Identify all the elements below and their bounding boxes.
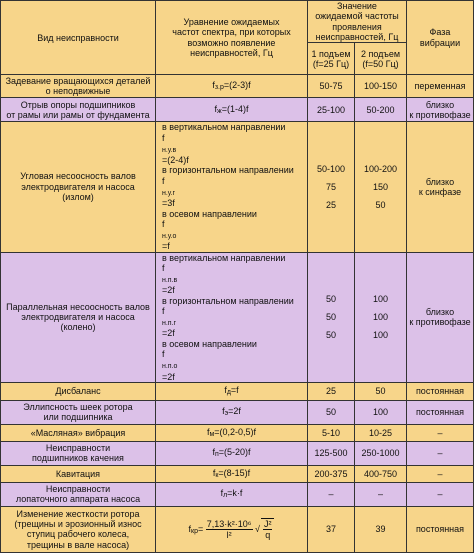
value-lift-1: 5-10 [308,424,355,441]
equation-cell: $f_{з.р}=(2-3)f$ [156,75,308,98]
defect-cell: Неисправности лопаточного аппарата насоса [1,482,156,506]
phase-cell: – [407,465,474,482]
defect-cell: Параллельная несоосность валов электродвигателя и насоса (колено) [1,252,156,382]
value-lift-2: 50 [355,382,407,400]
header-lift-2: 2 подъем (f=50 Гц) [355,43,407,75]
phase-cell: близко к синфазе [407,122,474,252]
table-row [1,75,474,98]
equation-cell: $f_л=k\cdot f$ [156,482,308,506]
defect-cell: Задевание вращающихся деталей о неподвижные [1,75,156,98]
value-lift-2: – [355,482,407,506]
value-lift-1: 25-100 [308,98,355,122]
table-row [1,400,474,424]
table-row [1,482,474,506]
equation-cell: в вертикальном направлении f $_{н.у.в}$ =(2-4)f в горизонтальном направлении f $_{н.у.г}$ =3f в осевом направлении f $_{н.у.о}$ =f [156,122,308,252]
equation-cell: $f_к=(8-15)f$ [156,465,308,482]
table-row [1,252,474,382]
stiffness-formula: $f_{кр}=$ $\frac{\text{7,13·k²·10⁶}}{\text{l²}}$ √ $\frac{\text{J²}}{q}$ [189,524,275,534]
header-expected-frequency: Значение ожидаемой частоты проявления неисправностей, Гц [308,1,407,43]
value-lift-1: 25 [308,382,355,400]
phase-cell: постоянная [407,382,474,400]
table-row [1,424,474,441]
value-lift-1: – [308,482,355,506]
phase-cell: постоянная [407,400,474,424]
value-lift-2: 100 100 100 [355,252,407,382]
value-lift-2: 39 [355,506,407,552]
phase-cell: переменная [407,75,474,98]
value-lift-1: 50-75 [308,75,355,98]
defect-cell: Дисбаланс [1,382,156,400]
defect-cell: Угловая несоосность валов электродвигателя и насоса (излом) [1,122,156,252]
equation-cell: $f_д=f$ [156,382,308,400]
value-lift-1: 125-500 [308,441,355,465]
value-lift-2: 250-1000 [355,441,407,465]
table-row [1,382,474,400]
value-lift-1: 50-100 75 25 [308,122,355,252]
sqrt-symbol: √ [255,524,260,535]
equation-cell [156,506,308,552]
defect-cell: Отрыв опоры подшипников от рамы или рамы от фундамента [1,98,156,122]
phase-cell: постоянная [407,506,474,552]
table-row [1,465,474,482]
value-lift-2: 100 [355,400,407,424]
defect-cell: «Масляная» вибрация [1,424,156,441]
phase-cell: – [407,424,474,441]
value-lift-2: 400-750 [355,465,407,482]
phase-cell: – [407,482,474,506]
defect-cell: Неисправности подшипников качения [1,441,156,465]
equation-cell: $f_п=(5-20)f$ [156,441,308,465]
equation-cell: $f_ж=(1-4)f$ [156,98,308,122]
formula-root: $\frac{\text{J²}}{q}$ [261,518,275,541]
header-lift-1: 1 подъем (f=25 Гц) [308,43,355,75]
equation-cell: $f_э=2f$ [156,400,308,424]
phase-cell: близко к противофазе [407,98,474,122]
formula-fraction: $\frac{\text{7,13·k²·10⁶}}{\text{l²}}$ [206,519,252,541]
value-lift-2: 100-150 [355,75,407,98]
phase-cell: – [407,441,474,465]
phase-cell: близко к противофазе [407,252,474,382]
value-lift-2: 10-25 [355,424,407,441]
table-row [1,98,474,122]
table-row [1,122,474,252]
header-defect-type: Вид неисправности [1,1,156,75]
value-lift-1: 50 [308,400,355,424]
defect-cell: Изменение жесткости ротора (трещины и эрозионный износ ступиц рабочего колеса, трещины в вале насоса) [1,506,156,552]
value-lift-2: 50-200 [355,98,407,122]
value-lift-1: 50 50 50 [308,252,355,382]
table-row [1,441,474,465]
equation-cell: $f_м=(0,2-0,5)f$ [156,424,308,441]
value-lift-1: 37 [308,506,355,552]
defect-cell: Кавитация [1,465,156,482]
defect-cell: Эллипсность шеек ротора или подшипника [1,400,156,424]
table-row [1,506,474,552]
value-lift-2: 100-200 150 50 [355,122,407,252]
header-equation: Уравнение ожидаемых частот спектра, при которых возможно появление неисправностей, Гц [156,1,308,75]
equation-cell: в вертикальном направлении f $_{н.п.в}$ =2f в горизонтальном направлении f $_{н.п.г}$ =2f в осевом направлении f $_{н.п.о}$ =2f [156,252,308,382]
value-lift-1: 200-375 [308,465,355,482]
header-vibration-phase: Фаза вибрации [407,1,474,75]
